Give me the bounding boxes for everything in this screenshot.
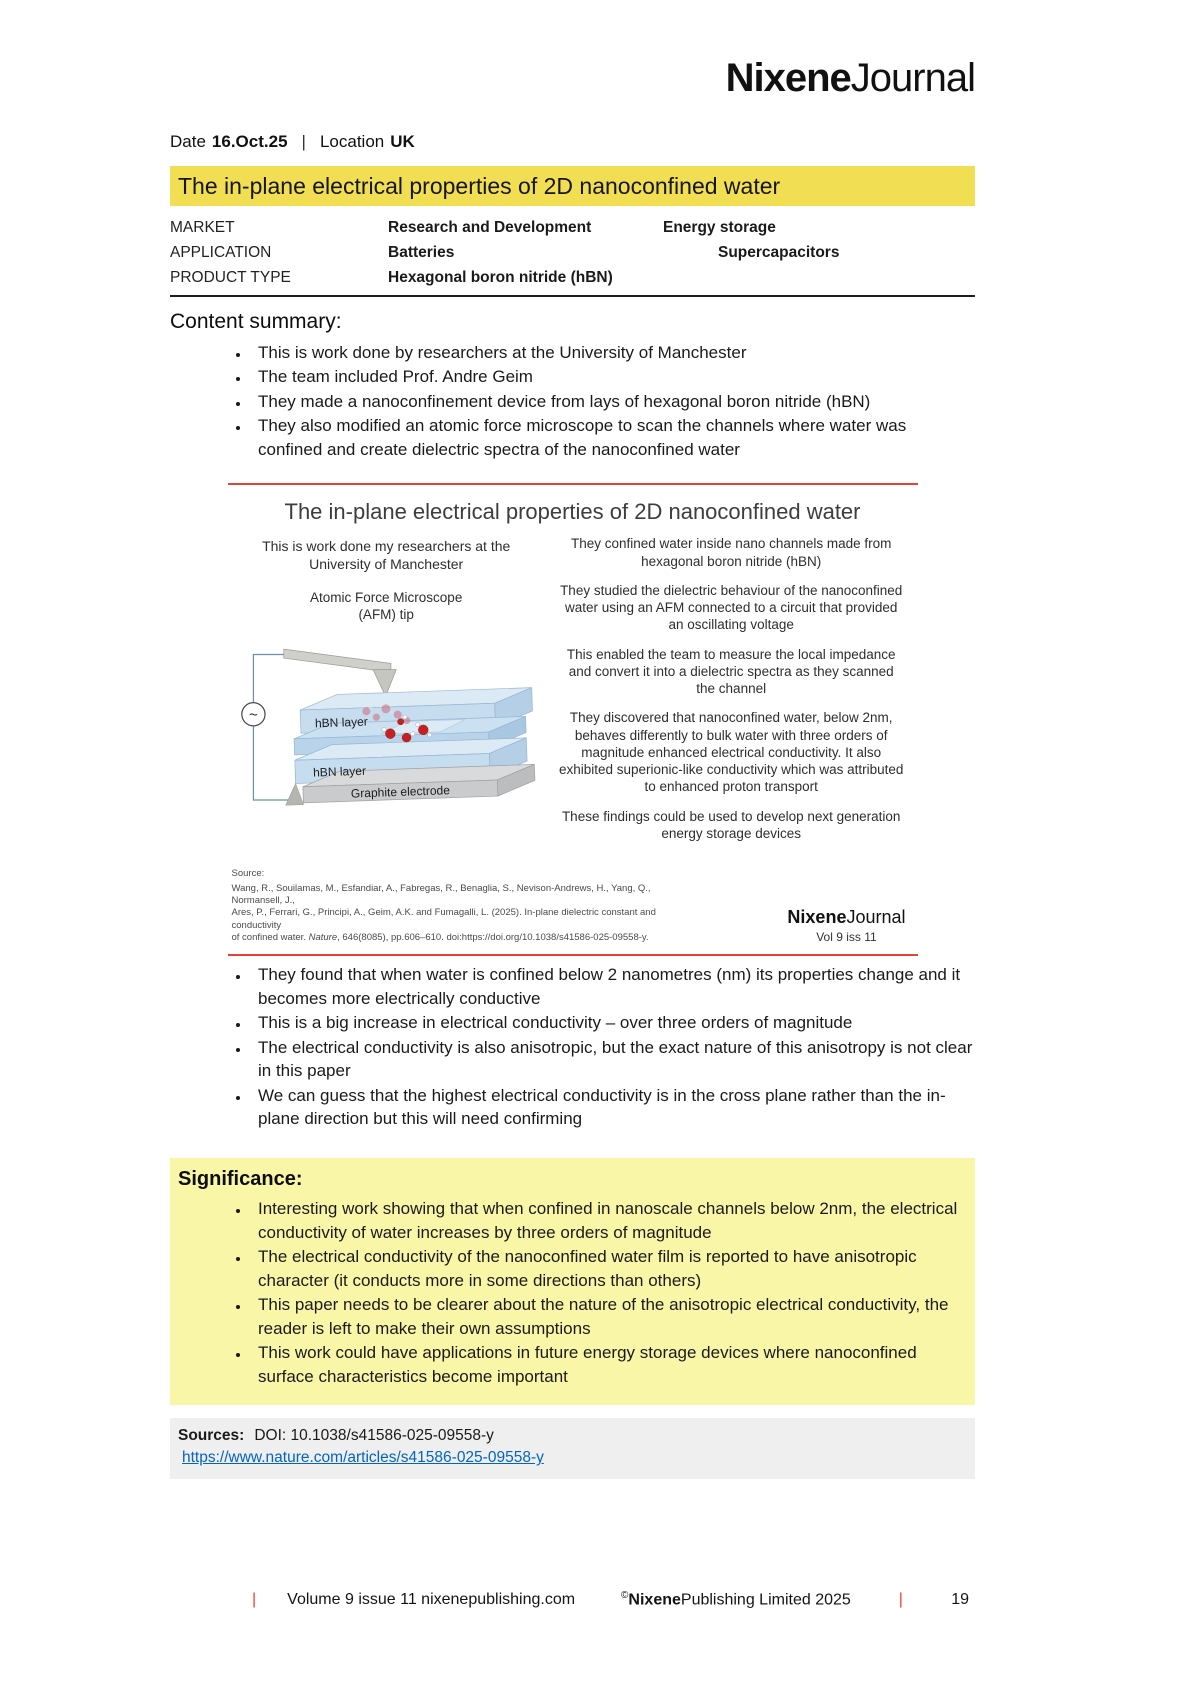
- list-item: • The electrical conductivity is also anisotropic, but the exact nature of this anisotropy is not clear in this paper: [250, 1036, 975, 1083]
- page-number: 19: [951, 1590, 969, 1608]
- figure-right-column: [545, 535, 918, 854]
- content-summary-heading: Content summary:: [170, 310, 342, 333]
- sources-doi: DOI: 10.1038/s41586-025-09558-y: [254, 1427, 494, 1445]
- figure-brand: [787, 907, 905, 944]
- afm-cantilever-icon: [284, 650, 396, 697]
- electrode-label: Graphite electrode: [350, 783, 451, 801]
- list-item: • They also modified an atomic force microscope to scan the channels where water was confined and create dielectric spectra of the nanoconfined water: [250, 414, 975, 461]
- figure-title: The in-plane electrical properties of 2D nanoconfined water: [284, 499, 861, 525]
- afm-tip-label: Atomic Force Microscope (AFM) tip: [310, 589, 463, 622]
- date-label: Date: [170, 132, 206, 151]
- figure-paragraph: They discovered that nanoconfined water, below 2nm, behaves differently to bulk water with three orders of magnitude enhanced electrical conductivity. It also exhibited superionic-like conductivity which was attributed to enhanced proton transport: [558, 710, 904, 795]
- location-label: Location: [319, 132, 385, 151]
- meta-value: Supercapacitors: [718, 243, 840, 261]
- figure-paragraph: This enabled the team to measure the local impedance and convert it into a dielectric spectra as they scanned the channel: [566, 646, 896, 697]
- header: [170, 0, 975, 98]
- figure-paragraph: They confined water inside nano channels made from hexagonal boron nitride (hBN): [570, 536, 892, 569]
- source-label: Source:: [231, 868, 265, 880]
- dateline: [170, 132, 975, 152]
- meta-value: Energy storage: [663, 218, 776, 236]
- significance-list: [170, 1197, 975, 1388]
- list-item: • This work could have applications in future energy storage devices where nanoconfined surface characteristics become important: [250, 1341, 975, 1388]
- list-item: • They made a nanoconfinement device from lays of hexagonal boron nitride (hBN): [250, 390, 975, 413]
- hbn-top-label: hBN layer: [314, 714, 369, 731]
- list-item: • The team included Prof. Andre Geim: [250, 365, 975, 388]
- logo-nixene: Nixene: [725, 56, 851, 100]
- page-footer: [170, 1590, 975, 1609]
- significance-section: [170, 1158, 975, 1405]
- infographic-figure: [228, 483, 918, 956]
- sources-section: [170, 1418, 975, 1479]
- circuit-wire: [254, 655, 284, 703]
- list-item: • We can guess that the highest electrical conductivity is in the cross plane rather than the in-plane direction but this will need confirming: [250, 1084, 975, 1131]
- meta-label: APPLICATION: [170, 243, 272, 261]
- figure-left-note: This is work done my researchers at the University of Manchester: [262, 538, 511, 573]
- meta-label: MARKET: [170, 218, 235, 236]
- figure-journal-logo: NixeneJournal: [787, 907, 906, 928]
- list-item: • This is a big increase in electrical conductivity – over three orders of magnitude: [250, 1011, 975, 1034]
- meta-row-product-type: [170, 265, 975, 290]
- source-line: Ares, P., Ferrari, G., Principi, A., Geim, A.K. and Fumagalli, L. (2025). In-plane dielectric constant and conductivity: [231, 907, 656, 931]
- footer-volume-site: Volume 9 issue 11 nixenepublishing.com: [287, 1590, 576, 1608]
- footer-divider: |: [898, 1590, 903, 1608]
- hbn-bottom-label: hBN layer: [313, 764, 367, 780]
- dateline-separator: |: [301, 132, 306, 151]
- findings-list: [170, 963, 975, 1130]
- meta-table: [170, 215, 975, 297]
- source-line: of confined water. Nature, 646(8085), pp.606–610. doi:https://doi.org/10.1038/s41586-025-09558-y.: [231, 931, 649, 943]
- significance-heading: Significance:: [178, 1168, 303, 1191]
- meta-row-market: [170, 215, 975, 240]
- figure-left-column: [228, 535, 545, 854]
- ac-source-symbol: ~: [249, 707, 259, 725]
- logo-journal: Journal: [850, 56, 975, 100]
- meta-label: PRODUCT TYPE: [170, 268, 291, 286]
- location-value: UK: [390, 132, 415, 151]
- journal-logo: [726, 56, 975, 100]
- footer-divider: |: [252, 1590, 257, 1608]
- meta-row-application: [170, 240, 975, 265]
- list-item: • Interesting work showing that when confined in nanoscale channels below 2nm, the electrical conductivity of water increases by three orders of magnitude: [250, 1197, 975, 1244]
- page-title: The in-plane electrical properties of 2D nanoconfined water: [178, 172, 781, 199]
- figure-paragraph: They studied the dielectric behaviour of the nanoconfined water using an AFM connected to a circuit that provided an oscillating voltage: [560, 582, 903, 633]
- circuit-wire: [254, 726, 299, 800]
- article-title-bar: [170, 166, 975, 206]
- figure-source-citation: [232, 868, 672, 944]
- figure-paragraph: These findings could be used to develop next generation energy storage devices: [561, 808, 901, 841]
- date-value: 16.Oct.25: [211, 132, 288, 151]
- source-line: Wang, R., Souilamas, M., Esfandiar, A., Fabregas, R., Benaglia, S., Nevison-Andrews, H., Yang, Q., Normansell, J.,: [231, 882, 651, 906]
- sources-label: Sources:: [178, 1427, 245, 1445]
- list-item: • The electrical conductivity of the nanoconfined water film is reported to have anisotropic character (it conducts more in some directions than others): [250, 1245, 975, 1292]
- sources-link[interactable]: https://www.nature.com/articles/s41586-025-09558-y: [182, 1449, 544, 1467]
- figure-volume: Vol 9 iss 11: [816, 930, 877, 945]
- device-diagram: [232, 625, 540, 825]
- list-item: • They found that when water is confined below 2 nanometres (nm) its properties change and it becomes more electrically conductive: [250, 963, 975, 1010]
- list-item: • This is work done by researchers at the University of Manchester: [250, 341, 975, 364]
- list-item: • This paper needs to be clearer about the nature of the anisotropic electrical conductivity, the reader is left to make their own assumptions: [250, 1293, 975, 1340]
- meta-value: Batteries: [388, 243, 455, 261]
- meta-value: Research and Development: [388, 218, 592, 236]
- footer-copyright: ©NixenePublishing Limited 2025: [621, 1590, 851, 1609]
- meta-value: Hexagonal boron nitride (hBN): [388, 268, 613, 286]
- content-summary-list: [170, 341, 975, 461]
